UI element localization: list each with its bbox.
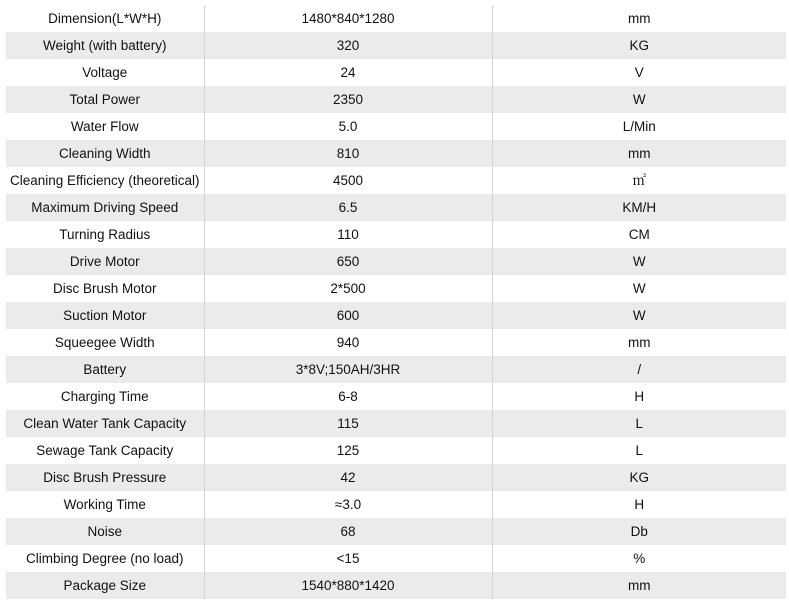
table-row: [6, 59, 786, 86]
spec-name: Noise: [6, 518, 204, 545]
spec-name: Disc Brush Motor: [6, 275, 204, 302]
table-row: [6, 437, 786, 464]
spec-value: 5.0: [204, 113, 492, 140]
spec-unit: H: [634, 389, 645, 404]
spec-name: Cleaning Efficiency (theoretical): [6, 167, 204, 194]
spec-unit: mm: [628, 11, 651, 26]
spec-name: Total Power: [6, 86, 204, 113]
table-row: [6, 194, 786, 221]
spec-name: Clean Water Tank Capacity: [6, 410, 204, 437]
spec-value: 24: [204, 59, 492, 86]
table-row: [6, 221, 786, 248]
spec-unit: %: [633, 551, 646, 566]
table-row: [6, 113, 786, 140]
spec-name: Weight (with battery): [6, 32, 204, 59]
spec-name: Water Flow: [6, 113, 204, 140]
spec-value: 940: [204, 329, 492, 356]
spec-value: 2*500: [204, 275, 492, 302]
table-row: [6, 410, 786, 437]
spec-value: ≈3.0: [204, 491, 492, 518]
spec-name: Battery: [6, 356, 204, 383]
spec-name: Sewage Tank Capacity: [6, 437, 204, 464]
spec-unit: L: [492, 410, 786, 437]
spec-name: Squeegee Width: [6, 329, 204, 356]
table-row: [6, 167, 786, 194]
spec-unit: Db: [492, 518, 786, 545]
spec-value: 4500: [204, 167, 492, 194]
spec-unit: KG: [492, 464, 786, 491]
table-row: [6, 248, 786, 275]
spec-name: Package Size: [6, 572, 204, 599]
table-row: [6, 275, 786, 302]
spec-value: 110: [204, 221, 492, 248]
spec-value: 125: [204, 437, 492, 464]
spec-unit: mm: [492, 140, 786, 167]
spec-value: 1480*840*1280: [204, 5, 492, 32]
spec-unit: V: [634, 65, 644, 80]
table-row: [6, 383, 786, 410]
spec-unit: W: [492, 86, 786, 113]
table-row: [6, 32, 786, 59]
table-row: [6, 464, 786, 491]
spec-name: Charging Time: [6, 383, 204, 410]
spec-table-body: [6, 5, 786, 599]
spec-table: [6, 5, 786, 599]
spec-name: Suction Motor: [6, 302, 204, 329]
table-row: [6, 140, 786, 167]
spec-value: 6.5: [204, 194, 492, 221]
table-row: [6, 5, 786, 32]
spec-name: Disc Brush Pressure: [6, 464, 204, 491]
spec-unit: mm: [628, 335, 651, 350]
spec-value: <15: [204, 545, 492, 572]
spec-unit: W: [492, 302, 786, 329]
spec-value: 6-8: [204, 383, 492, 410]
spec-value: 320: [204, 32, 492, 59]
spec-name: Drive Motor: [6, 248, 204, 275]
spec-value: 2350: [204, 86, 492, 113]
table-row: [6, 329, 786, 356]
spec-unit: KG: [492, 32, 786, 59]
spec-name: Maximum Driving Speed: [6, 194, 204, 221]
spec-unit: KM/H: [492, 194, 786, 221]
spec-name: Turning Radius: [6, 221, 204, 248]
spec-unit: /: [492, 356, 786, 383]
spec-name: Cleaning Width: [6, 140, 204, 167]
table-row: [6, 518, 786, 545]
spec-value: 600: [204, 302, 492, 329]
spec-name: Dimension(L*W*H): [6, 5, 204, 32]
spec-value: 115: [204, 410, 492, 437]
spec-name: Working Time: [6, 491, 204, 518]
spec-value: 1540*880*1420: [204, 572, 492, 599]
spec-value: 650: [204, 248, 492, 275]
spec-unit: L/Min: [622, 119, 656, 134]
table-row: [6, 302, 786, 329]
spec-value: 810: [204, 140, 492, 167]
spec-unit: ㎡: [632, 173, 646, 188]
spec-name: Voltage: [6, 59, 204, 86]
table-row: [6, 572, 786, 599]
table-row: [6, 545, 786, 572]
table-row: [6, 356, 786, 383]
spec-unit: CM: [628, 227, 650, 242]
spec-value: 68: [204, 518, 492, 545]
table-row: [6, 86, 786, 113]
spec-unit: W: [492, 248, 786, 275]
table-row: [6, 491, 786, 518]
spec-unit: H: [634, 497, 645, 512]
spec-name: Climbing Degree (no load): [6, 545, 204, 572]
spec-unit: L: [635, 443, 643, 458]
spec-value: 3*8V;150AH/3HR: [204, 356, 492, 383]
spec-unit: W: [632, 281, 646, 296]
spec-unit: mm: [492, 572, 786, 599]
spec-value: 42: [204, 464, 492, 491]
